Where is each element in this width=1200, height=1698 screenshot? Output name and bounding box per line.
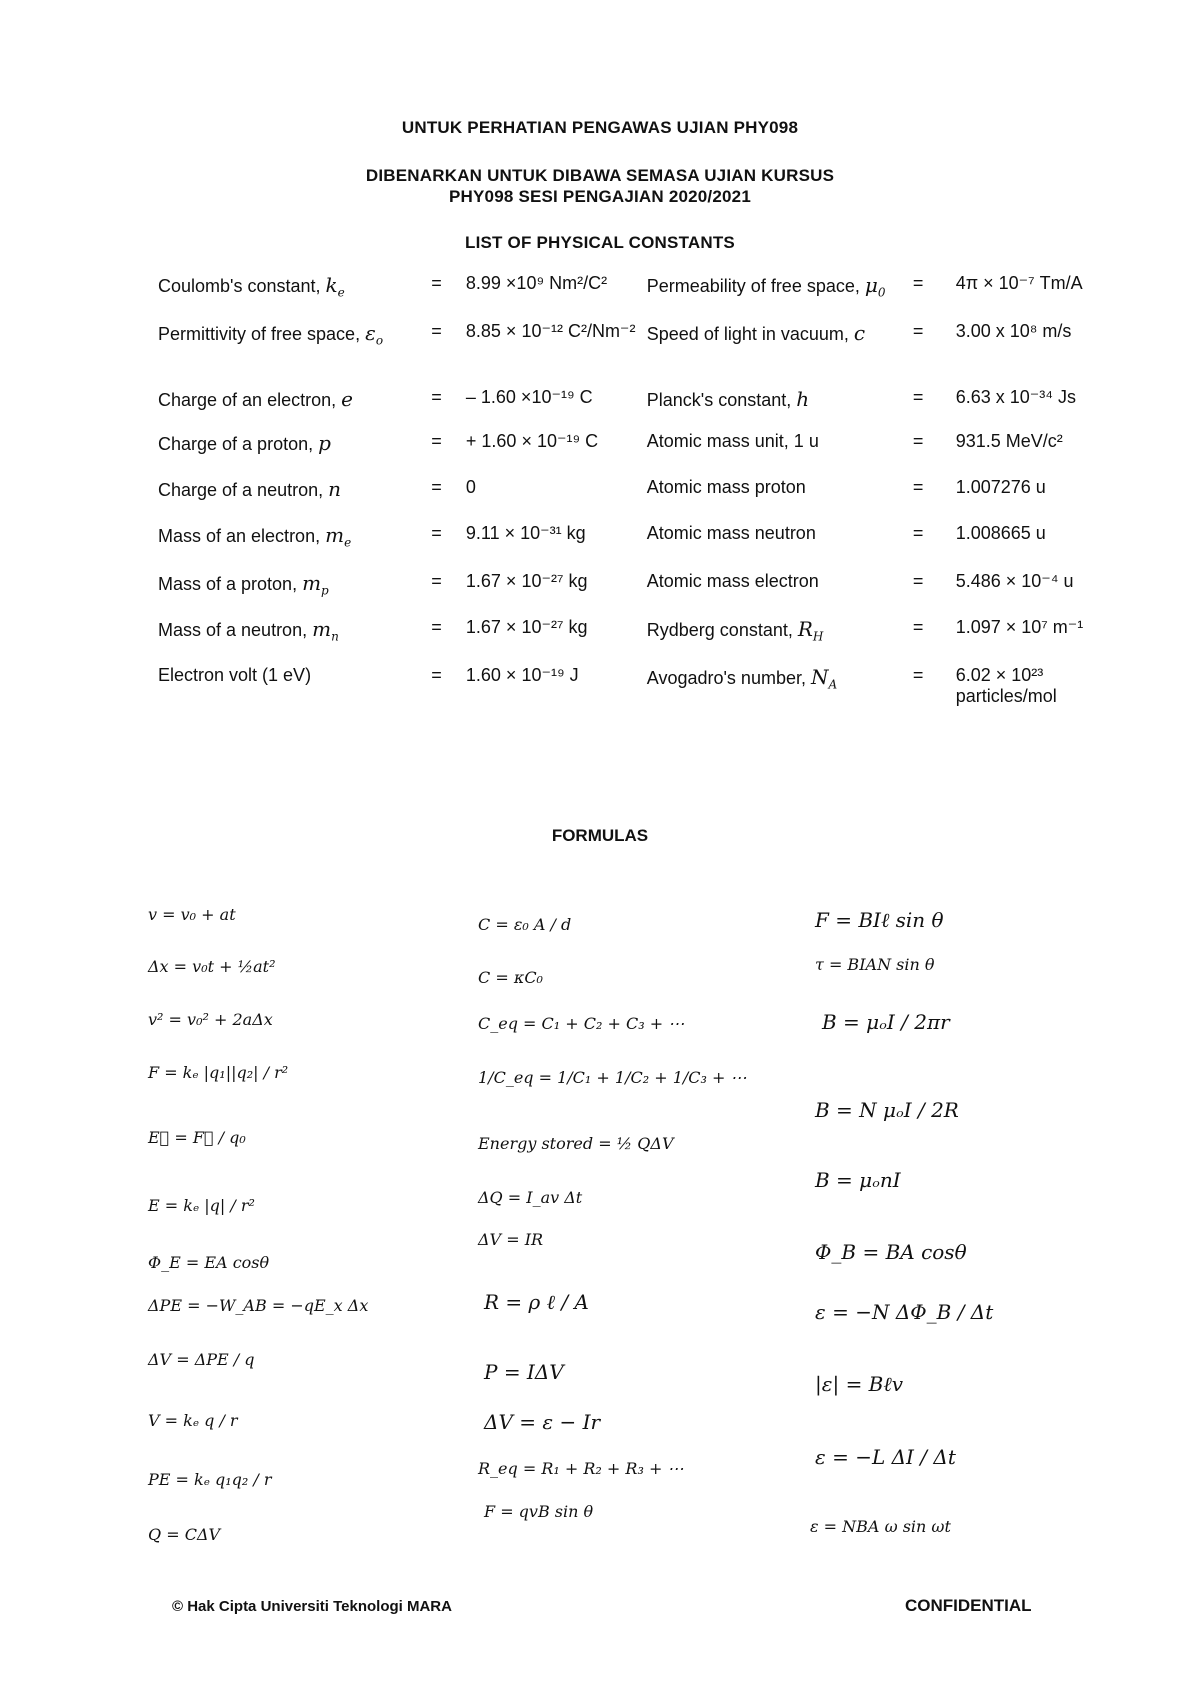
constant-label: Charge of a neutron, n [158, 477, 342, 501]
constant-label: Mass of an electron, $m_e$ [158, 523, 352, 550]
header-line-2: DIBENARKAN UNTUK DIBAWA SEMASA UJIAN KURSUS [365, 166, 835, 185]
formula-generator-emf: ε = NBA ω sin ωt [810, 1517, 951, 1536]
constant-equals: = [912, 431, 924, 451]
footer-confidential: CONFIDENTIAL [905, 1596, 1032, 1615]
constant-label: Rydberg constant, $R_H$ [646, 617, 824, 644]
formula-potential-difference: ΔV = ΔPE / q [148, 1350, 255, 1369]
constant-label: Charge of an electron, e [158, 387, 353, 411]
formula-magnetic-flux: Φ_B = BA cosθ [815, 1240, 967, 1264]
constant-label: Permeability of free space, $\mu_0$ [646, 273, 886, 300]
constant-value: 1.60 × 10⁻¹⁹ J [465, 665, 579, 685]
header-line-1: UNTUK PERHATIAN PENGAWAS UJIAN PHY098 [401, 118, 799, 137]
constant-label: Atomic mass electron [646, 571, 819, 591]
constant-value: 931.5 MeV/c² [955, 431, 1063, 451]
constants-row [158, 321, 1098, 387]
constant-equals: = [912, 665, 924, 685]
constant-label: Permittivity of free space, $\varepsilon_o$ [158, 321, 384, 348]
constant-equals: = [431, 477, 442, 497]
constants-row [158, 571, 1098, 617]
constant-label: Charge of a proton, p [158, 431, 331, 455]
constant-value: 6.63 x 10⁻³⁴ Js [955, 387, 1076, 407]
constant-equals: = [431, 321, 442, 341]
constant-label: Atomic mass unit, 1 u [646, 431, 819, 451]
formula-motional-emf: |ε| = Bℓv [815, 1372, 904, 1396]
constant-value: – 1.60 ×10⁻¹⁹ C [465, 387, 593, 407]
formula-capacitors-parallel: C_eq = C₁ + C₂ + C₃ + ⋯ [478, 1014, 685, 1033]
formula-field-solenoid: B = μₒnI [815, 1168, 901, 1192]
constant-equals: = [912, 617, 924, 637]
constant-symbol: R [797, 617, 813, 641]
constant-value: 1.67 × 10⁻²⁷ kg [465, 571, 588, 591]
constant-symbol: p [318, 431, 331, 455]
formula-electric-potential: V = kₑ q / r [148, 1411, 238, 1430]
footer-copyright: © Hak Cipta Universiti Teknologi MARA [172, 1598, 452, 1615]
formula-resistance: R = ρ ℓ / A [484, 1290, 589, 1314]
constant-value: 5.486 × 10⁻⁴ u [955, 571, 1074, 591]
formula-capacitors-series: 1/C_eq = 1/C₁ + 1/C₂ + 1/C₃ + ⋯ [478, 1068, 747, 1087]
constant-equals: = [912, 273, 924, 293]
formula-electric-field-point: E = kₑ |q| / r² [148, 1196, 255, 1215]
constants-row [158, 665, 1098, 719]
constant-label: Mass of a neutron, $m_n$ [158, 617, 339, 644]
constant-symbol: ε [365, 321, 376, 345]
constant-equals: = [431, 523, 442, 543]
constant-symbol: m [312, 617, 332, 641]
constants-row [158, 477, 1098, 523]
formula-potential-energy-change: ΔPE = −W_AB = −qE_x Δx [148, 1296, 369, 1315]
constant-value: 1.007276 u [955, 477, 1046, 497]
constant-equals: = [912, 321, 924, 341]
constant-value: 3.00 x 10⁸ m/s [955, 321, 1072, 341]
constant-equals: = [431, 273, 442, 293]
constant-symbol: μ [864, 273, 878, 297]
constant-label: Mass of a proton, $m_p$ [158, 571, 329, 598]
formula-current: ΔQ = I_av Δt [478, 1188, 583, 1207]
constant-label: Avogadro's number, $N_A$ [646, 665, 838, 692]
constant-symbol: h [796, 387, 810, 411]
constant-value: + 1.60 × 10⁻¹⁹ C [465, 431, 599, 451]
formula-self-induction: ε = −L ΔI / Δt [815, 1445, 956, 1469]
formula-kinematics-1: v = v₀ + at [148, 905, 236, 924]
formulas-title: FORMULAS [551, 826, 649, 845]
formula-torque: τ = BIAN sin θ [815, 955, 935, 974]
constant-symbol: m [325, 523, 345, 547]
constant-value: 1.008665 u [955, 523, 1046, 543]
constants-row [158, 431, 1098, 477]
formula-kinematics-2: Δx = v₀t + ½at² [148, 957, 276, 976]
constants-row [158, 387, 1098, 431]
constants-row [158, 523, 1098, 571]
constant-value: 1.67 × 10⁻²⁷ kg [465, 617, 588, 637]
constant-value: 8.99 ×10⁹ Nm²/C² [465, 273, 608, 293]
constant-label: Atomic mass neutron [646, 523, 816, 543]
constant-equals: = [431, 387, 442, 407]
formula-energy-stored: Energy stored = ½ QΔV [478, 1134, 674, 1153]
formula-power: P = IΔV [484, 1360, 564, 1384]
constant-value: 0 [465, 477, 476, 497]
formula-electric-field-def: E⃗ = F⃗ / q₀ [148, 1128, 246, 1147]
header-line-3: PHY098 SESI PENGAJIAN 2020/2021 [449, 187, 751, 206]
constant-equals: = [431, 617, 442, 637]
constant-value: 6.02 × 10²³ particles/mol [955, 665, 1057, 706]
constant-label: Coulomb's constant, $k_e$ [158, 273, 345, 300]
formula-coulomb-force: F = kₑ |q₁||q₂| / r² [148, 1063, 289, 1082]
formula-capacitance-plates: C = ε₀ A / d [478, 915, 572, 934]
constants-row [158, 273, 1098, 321]
constant-symbol: N [810, 665, 829, 689]
constant-value: 4π × 10⁻⁷ Tm/A [955, 273, 1083, 293]
formula-field-long-wire: B = μₒI / 2πr [822, 1010, 950, 1034]
formula-dielectric: C = κC₀ [478, 968, 543, 987]
constant-value: 9.11 × 10⁻³¹ kg [465, 523, 586, 543]
formula-field-circular-coil: B = N μₒI / 2R [815, 1098, 959, 1122]
constant-equals: = [912, 387, 924, 407]
constant-label: Planck's constant, h [646, 387, 810, 411]
formula-resistors-series: R_eq = R₁ + R₂ + R₃ + ⋯ [478, 1459, 684, 1478]
constants-row [158, 617, 1098, 665]
formula-electric-flux: Φ_E = EA cosθ [148, 1253, 270, 1272]
constant-value: 8.85 × 10⁻¹² C²/Nm⁻² [465, 321, 636, 341]
constant-equals: = [431, 571, 442, 591]
constant-label: Speed of light in vacuum, c [646, 321, 866, 345]
constant-symbol: e [341, 387, 353, 411]
constant-equals: = [431, 665, 442, 685]
formula-potential-energy: PE = kₑ q₁q₂ / r [148, 1470, 272, 1489]
constant-symbol: n [328, 477, 342, 501]
formula-charge-capacitor: Q = CΔV [148, 1525, 221, 1544]
constant-symbol: c [853, 321, 866, 345]
constant-equals: = [912, 477, 924, 497]
list-title: LIST OF PHYSICAL CONSTANTS [465, 233, 735, 252]
constant-equals: = [912, 523, 924, 543]
constant-label: Atomic mass proton [646, 477, 806, 497]
constant-symbol: k [325, 273, 338, 297]
constant-label: Electron volt (1 eV) [158, 665, 312, 685]
formula-magnetic-force-wire: F = BIℓ sin θ [815, 908, 944, 932]
constant-equals: = [431, 431, 442, 451]
formula-magnetic-force-charge: F = qvB sin θ [484, 1502, 594, 1521]
constant-value: 1.097 × 10⁷ m⁻¹ [955, 617, 1084, 637]
constant-symbol: m [302, 571, 322, 595]
formula-faraday-law: ε = −N ΔΦ_B / Δt [815, 1300, 994, 1324]
constant-equals: = [912, 571, 924, 591]
constants-table [158, 273, 1098, 719]
formula-ohms-law: ΔV = IR [478, 1230, 544, 1249]
formula-emf-terminal: ΔV = ε − Ir [484, 1410, 601, 1434]
formula-kinematics-3: v² = v₀² + 2aΔx [148, 1010, 273, 1029]
